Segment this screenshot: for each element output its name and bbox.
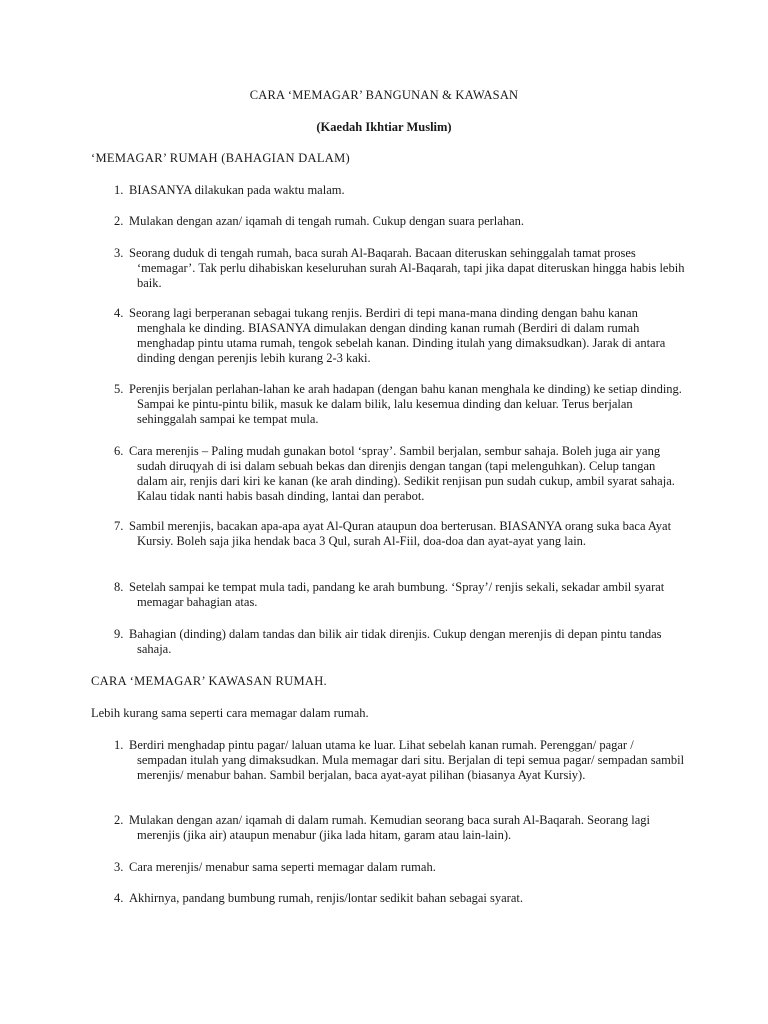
list-item (114, 891, 686, 906)
list-item-text: Bahagian (dinding) dalam tandas dan bilik air tidak direnjis. Cukup dengan merenjis di depan pintu tandas sahaja. (129, 627, 662, 656)
document-subtitle: (Kaedah Ikhtiar Muslim) (316, 120, 452, 134)
list-item-text: Setelah sampai ke tempat mula tadi, pandang ke arah bumbung. ‘Spray’/ renjis sekali, sekadar ambil syarat memagar bahagian atas. (129, 580, 665, 609)
list-item-text: Akhirnya, pandang bumbung rumah, renjis/lontar sedikit bahan sebagai syarat. (129, 891, 523, 905)
list-item-number: 9. (114, 627, 124, 641)
section-heading-outside: CARA ‘MEMAGAR’ KAWASAN RUMAH. (91, 674, 327, 688)
list-item-number: 4. (114, 891, 124, 905)
list-item-number: 7. (114, 519, 124, 533)
list-item (114, 627, 686, 657)
list-item-number: 2. (114, 813, 124, 827)
list-item-number: 3. (114, 246, 124, 260)
list-item-text: Seorang lagi berperanan sebagai tukang renjis. Berdiri di tepi mana-mana dinding dengan bahu kanan menghala ke dinding. BIASANYA dimulakan dengan dinding kanan rumah (Berdiri di dalam rumah menghadap pintu utama rumah, tengok sebelah kanan. Dinding itulah yang dimaksudkan). Jarak di antara dinding dengan perenjis lebih kurang 2-3 kaki. (129, 306, 666, 365)
list-item-number: 2. (114, 214, 124, 228)
list-item-number: 1. (114, 183, 124, 197)
list-item (114, 444, 686, 504)
list-item-text: Cara merenjis/ menabur sama seperti memagar dalam rumah. (129, 860, 436, 874)
list-item (114, 813, 686, 843)
list-item (114, 580, 686, 610)
list-item-text: BIASANYA dilakukan pada waktu malam. (129, 183, 345, 197)
list-item (114, 382, 686, 427)
list-item-number: 3. (114, 860, 124, 874)
list-item-text: Cara merenjis – Paling mudah gunakan botol ‘spray’. Sambil berjalan, sembur sahaja. Boleh juga air yang sudah diruqyah di isi dalam sebuah bekas dan direnjis dengan tangan (tapi melenguhkan). Celup tangan dalam air, renjis dari kiri ke kanan (ke arah dinding). Sedikit renjisan pun sudah cukup, ambil syarat sahaja. Kalau tidak nanti habis basah dinding, lantai dan perabot. (129, 444, 675, 503)
list-item-number: 1. (114, 738, 124, 752)
list-item (114, 246, 686, 291)
list-item-number: 6. (114, 444, 124, 458)
list-item-text: Seorang duduk di tengah rumah, baca surah Al-Baqarah. Bacaan diteruskan sehinggalah tamat proses ‘memagar’. Tak perlu dihabiskan keseluruhan surah Al-Baqarah, tapi jika dapat diteruskan hingga habis lebih baik. (129, 246, 685, 290)
list-item (114, 519, 686, 549)
list-item-text: Berdiri menghadap pintu pagar/ laluan utama ke luar. Lihat sebelah kanan rumah. Perenggan/ pagar / sempadan itulah yang dimaksudkan. Mula memagar dari situ. Berjalan di tepi semua pagar/ sempadan sambil merenjis/ menabur bahan. Sambil berjalan, baca ayat-ayat pilihan (biasanya Ayat Kursiy). (129, 738, 685, 782)
list-item-number: 4. (114, 306, 124, 320)
list-item-text: Sambil merenjis, bacakan apa-apa ayat Al-Quran ataupun doa berterusan. BIASANYA orang suka baca Ayat Kursiy. Boleh saja jika hendak baca 3 Qul, surah Al-Fiil, doa-doa dan ayat-ayat yang lain. (129, 519, 672, 548)
list-item-text: Perenjis berjalan perlahan-lahan ke arah hadapan (dengan bahu kanan menghala ke dinding) ke setiap dinding. Sampai ke pintu-pintu bilik, masuk ke dalam bilik, lalu kesemua dinding dan keluar. Terus berjalan sehinggalah sampai ke tempat mula. (129, 382, 682, 426)
list-item-number: 8. (114, 580, 124, 594)
section-intro: Lebih kurang sama seperti cara memagar dalam rumah. (91, 706, 369, 720)
list-item (114, 214, 686, 229)
list-item (114, 860, 686, 875)
document-title: CARA ‘MEMAGAR’ BANGUNAN & KAWASAN (249, 88, 519, 102)
list-item (114, 306, 686, 366)
list-item-text: Mulakan dengan azan/ iqamah di dalam rumah. Kemudian seorang baca surah Al-Baqarah. Seorang lagi merenjis (jika air) ataupun menabur (jika lada hitam, garam atau lain-lain). (129, 813, 650, 842)
list-item-number: 5. (114, 382, 124, 396)
list-item (114, 738, 686, 783)
list-item (114, 183, 686, 198)
section-heading-inside: ‘MEMAGAR’ RUMAH (BAHAGIAN DALAM) (91, 151, 351, 165)
list-item-text: Mulakan dengan azan/ iqamah di tengah rumah. Cukup dengan suara perlahan. (129, 214, 525, 228)
